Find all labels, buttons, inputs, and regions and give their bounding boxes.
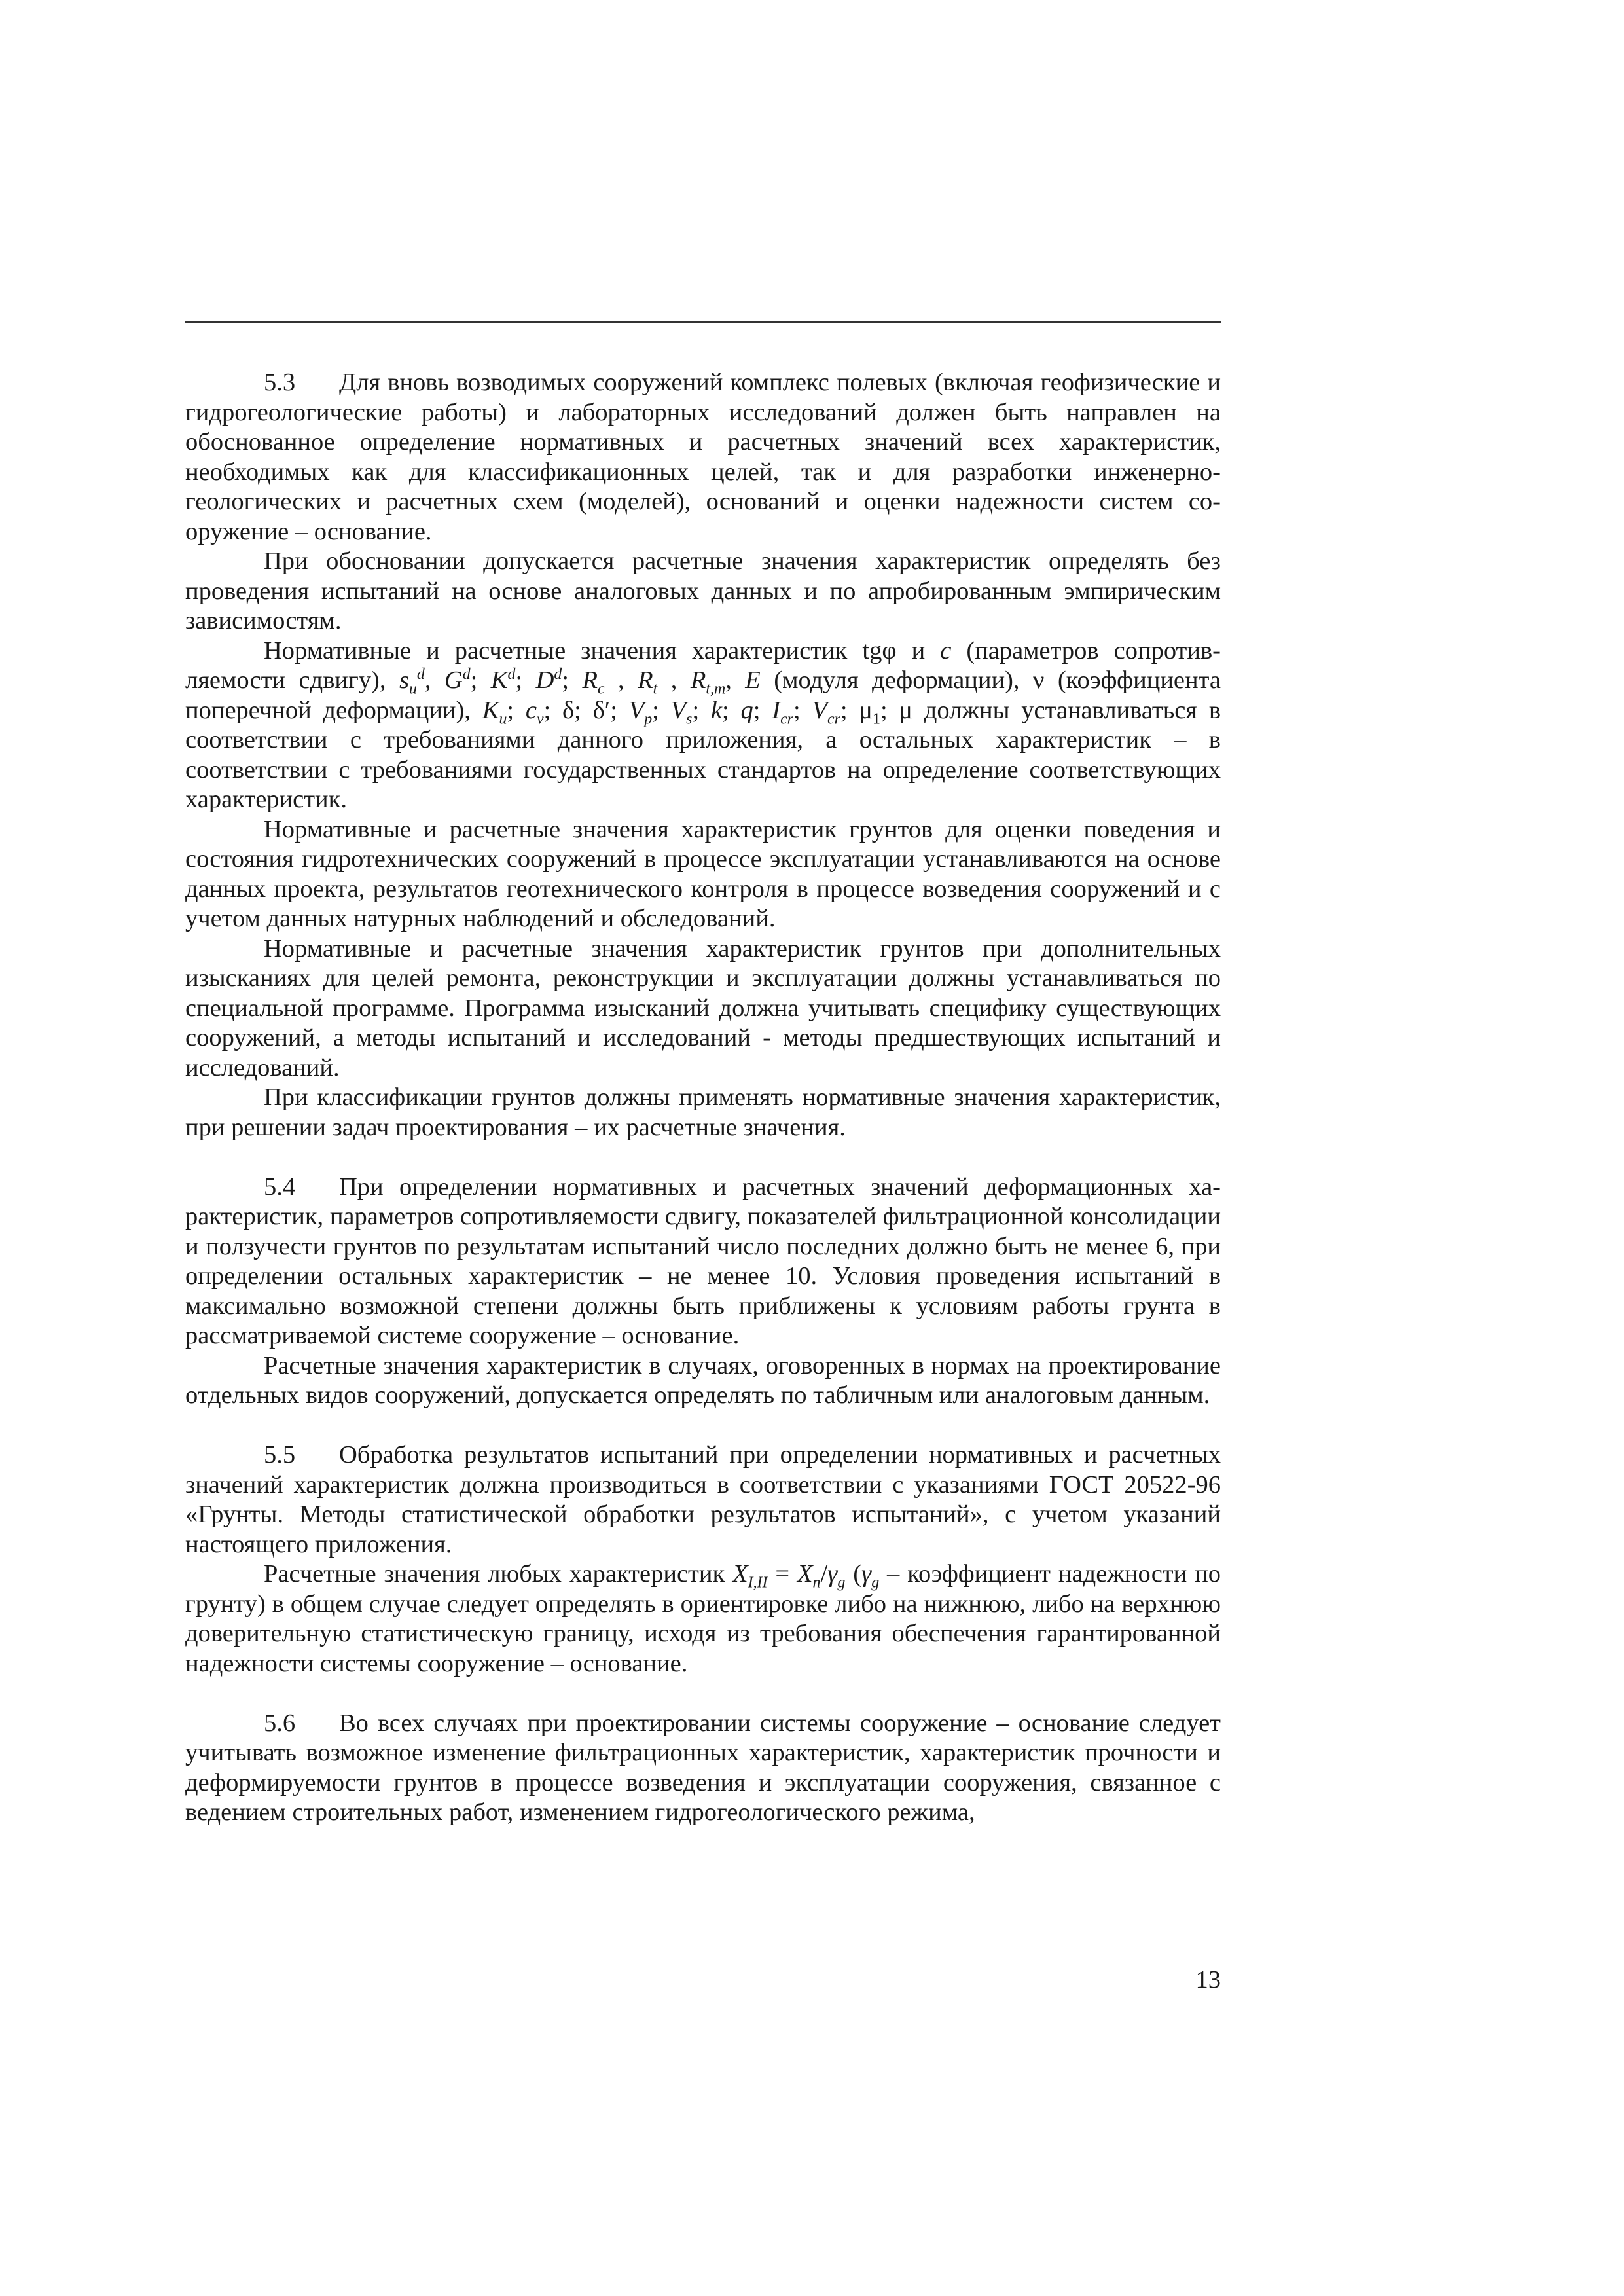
section-5-5-paragraph-2: Расчетные значения любых характеристик $X_{I,II} = X_n/\gamma_g$ ($\gamma_g$ – коэффициент надежности по грунту) в общем случае следует определять в ориентировке либо на нижнюю, либо на верхнюю доверительную статистическую границу, исходя из требования обеспечения гарантированной надежности системы сооружение – основание.	[185, 1560, 1221, 1677]
section-5-4-paragraph-1	[185, 1173, 1221, 1351]
paragraph-text: Обработка результатов испытаний при определении нормативных и расчетных значений характеристик должна производиться в соответствии с указаниями ГОСТ 20522-96 «Грунты. Методы статистической обработки результатов испытаний», с учетом указаний настоящего приложения.	[185, 1441, 1221, 1558]
symbol-q: q	[740, 696, 753, 724]
section-5-3-paragraph-3: Нормативные и расчетные значения характеристик tgφ и c (параметров сопротивляемости сдвигу), $s_u^d$, $G^d$; $K^d$; $D^d$; $R_c$ , $R_t$ , $R_{t,m}$, E (модуля деформации), ν (коэффициента поперечной деформации), $K_u$; $c_v$; δ; δ′; $V_p$; $V_s$; k; q; $I_{cr}$; $V_{cr}$; $\mu_1$; μ должны устанавливаться в соответствии с требованиями данного приложения, а остальных характеристик – в соответствии с требованиями государственных стандартов на определение соответствующих характеристик.	[185, 636, 1221, 813]
symbol-Ku: $K_u$	[482, 696, 507, 728]
paragraph-text: Для вновь возводимых сооружений комплекс полевых (включая геофизические и гидрогеологические работы) и лабораторных исследований должен быть направлен на обоснованное определение нормативных и расчетных значений всех характеристик, необходимых как для классификационных целей, так и для разработки инженерно-геологических и расчетных схем (моделей), оснований и оценки надежности систем сооружение – основание.	[185, 369, 1221, 545]
paragraph-text: При определении нормативных и расчетных значений деформационных характеристик, параметров сопротивляемости сдвигу, показателей фильтрационной консолидации и ползучести грунтов по результатам испытаний число последних должно быть не менее 6, при определении остальных характеристик – не менее 10. Условия проведения испытаний в максимально возможной степени должны быть приближены к условиям работы грунта в рассматриваемой системе сооружение – основание.	[185, 1173, 1221, 1349]
symbol-gamma-g: $\gamma_g$	[861, 1560, 880, 1592]
section-number: 5.3	[264, 369, 296, 396]
section-5-3-paragraph-5: Нормативные и расчетные значения характеристик грунтов при дополнительных изысканиях для целей ремонта, реконструкции и эксплуатации должны устанавливаться по специальной программе. Программа изысканий должна учитывать специфику существующих сооружений, а методы испытаний и исследований - методы предшествующих испытаний и исследований.	[185, 934, 1221, 1082]
symbol-Vcr: $V_{cr}$	[812, 696, 840, 728]
text-run: (параметров сопротивляемости сдвигу),	[185, 636, 1221, 694]
header-rule	[185, 321, 1221, 323]
formula-design-value: $X_{I,II} = X_n/\gamma_g$	[732, 1560, 846, 1592]
symbol-D: $D^d$	[535, 666, 562, 694]
section-5-3-paragraph-4: Нормативные и расчетные значения характеристик грунтов для оценки поведения и состояния гидротехнических сооружений в процессе эксплуатации устанавливаются на основе данных проекта, результатов геотехнического контроля в процессе возведения сооружений и с учетом данных натурных наблюдений и обследований.	[185, 815, 1221, 932]
symbol-su: $s_u^d$	[399, 666, 425, 698]
section-5-3-paragraph-1	[185, 368, 1221, 547]
symbol-Vs: $V_s$	[670, 696, 693, 728]
section-number: 5.6	[264, 1709, 296, 1737]
section-5-6-paragraph-1	[185, 1709, 1221, 1828]
section-5-3-paragraph-6: При классификации грунтов должны применять нормативные значения характеристик, при решении задач проектирования – их расчетные значения.	[185, 1084, 1221, 1141]
symbol-Rt: $R_t$	[638, 666, 658, 698]
section-5-4-paragraph-2: Расчетные значения характеристик в случаях, оговоренных в нормах на проектирование отдельных видов сооружений, допускается определять по табличным или аналоговым данным.	[185, 1351, 1221, 1409]
section-5-3-paragraph-2: При обосновании допускается расчетные значения характеристик определять без проведения испытаний на основе аналоговых данных и по апробированным эмпирическим зависимостям.	[185, 547, 1221, 634]
section-number: 5.4	[264, 1173, 296, 1201]
symbol-cv: $c_v$	[525, 696, 544, 728]
symbol-Vp: $V_p$	[628, 696, 653, 728]
section-number: 5.5	[264, 1441, 296, 1468]
symbol-Rtm: $R_{t,m}$	[690, 666, 726, 698]
text-run: Нормативные и расчетные значения характеристик tgφ и	[264, 636, 941, 665]
paragraph-text: Во всех случаях при проектировании системы сооружение – основание следует учитывать возможное изменение фильтрационных характеристик, характеристик прочности и деформируемости грунтов в процессе возведения и эксплуатации сооружения, связанное с ведением строительных работ, изменением гидрогеологического режима,	[185, 1709, 1221, 1826]
symbol-E: E	[745, 666, 761, 694]
symbol-K: $K^d$	[490, 666, 516, 694]
page-body	[185, 368, 1221, 1828]
section-5-5-paragraph-1	[185, 1440, 1221, 1559]
symbol-G: $G^d$	[444, 666, 471, 694]
symbol-Rc: $R_c$	[582, 666, 605, 698]
symbol-k: k	[710, 696, 723, 724]
page-number: 13	[1195, 1966, 1221, 1994]
symbol-c: c	[940, 636, 952, 665]
symbol-mu1-sub: 1	[873, 710, 880, 728]
symbol-Icr: $I_{cr}$	[772, 696, 793, 728]
